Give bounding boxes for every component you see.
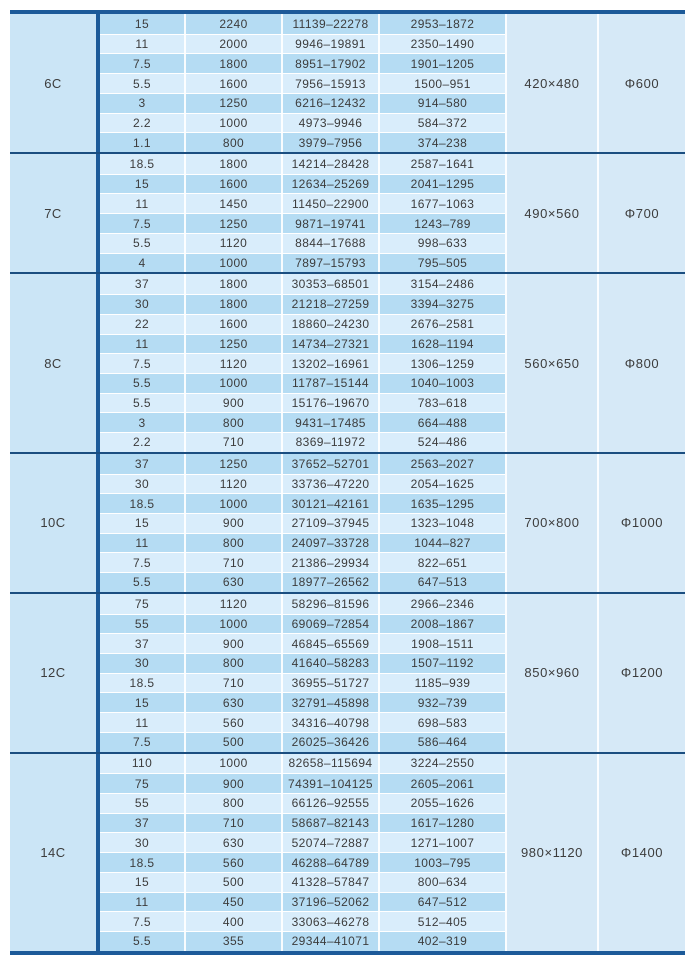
model-cell: 14C bbox=[10, 754, 100, 951]
table-row bbox=[100, 73, 505, 93]
flow-range-cell: 11787–15144 bbox=[281, 374, 378, 393]
power-cell: 5.5 bbox=[100, 932, 184, 951]
power-cell: 11 bbox=[100, 534, 184, 553]
table-row bbox=[100, 14, 505, 34]
table-row bbox=[100, 754, 505, 774]
flow-range-cell: 82658–115694 bbox=[281, 754, 378, 774]
speed-cell: 800 bbox=[184, 133, 281, 152]
speed-cell: 710 bbox=[184, 433, 281, 452]
flow-range-cell: 4973–9946 bbox=[281, 114, 378, 133]
pressure-range-cell: 374–238 bbox=[378, 133, 505, 152]
pressure-range-cell: 1901–1205 bbox=[378, 54, 505, 73]
flow-range-cell: 69069–72854 bbox=[281, 615, 378, 634]
flow-range-cell: 15176–19670 bbox=[281, 394, 378, 413]
power-cell: 5.5 bbox=[100, 74, 184, 93]
table-row bbox=[100, 712, 505, 732]
pressure-range-cell: 1306–1259 bbox=[378, 354, 505, 373]
power-cell: 18.5 bbox=[100, 674, 184, 693]
power-cell: 37 bbox=[100, 454, 184, 474]
flow-range-cell: 36955–51727 bbox=[281, 674, 378, 693]
table-row bbox=[100, 294, 505, 314]
model-group bbox=[10, 272, 685, 451]
power-cell: 11 bbox=[100, 335, 184, 354]
pressure-range-cell: 2953–1872 bbox=[378, 14, 505, 34]
flow-range-cell: 11450–22900 bbox=[281, 194, 378, 213]
model-group bbox=[10, 752, 685, 951]
speed-cell: 800 bbox=[184, 534, 281, 553]
diameter-cell: Φ800 bbox=[597, 274, 685, 451]
pressure-range-cell: 1040–1003 bbox=[378, 374, 505, 393]
table-row bbox=[100, 193, 505, 213]
pressure-range-cell: 1507–1192 bbox=[378, 654, 505, 673]
table-row bbox=[100, 412, 505, 432]
power-cell: 7.5 bbox=[100, 214, 184, 233]
power-cell: 37 bbox=[100, 634, 184, 653]
flow-range-cell: 37652–52701 bbox=[281, 454, 378, 474]
pressure-range-cell: 647–512 bbox=[378, 893, 505, 912]
power-cell: 1.1 bbox=[100, 133, 184, 152]
flow-range-cell: 33736–47220 bbox=[281, 475, 378, 494]
flow-range-cell: 52074–72887 bbox=[281, 833, 378, 852]
pressure-range-cell: 2054–1625 bbox=[378, 475, 505, 494]
pressure-range-cell: 2966–2346 bbox=[378, 594, 505, 614]
group-rows bbox=[100, 754, 505, 951]
flow-range-cell: 26025–36426 bbox=[281, 733, 378, 752]
speed-cell: 500 bbox=[184, 873, 281, 892]
speed-cell: 900 bbox=[184, 634, 281, 653]
diameter-cell: Φ1200 bbox=[597, 594, 685, 752]
pressure-range-cell: 584–372 bbox=[378, 114, 505, 133]
diameter-cell: Φ600 bbox=[597, 14, 685, 152]
power-cell: 37 bbox=[100, 814, 184, 833]
diameter-cell: Φ1000 bbox=[597, 454, 685, 592]
speed-cell: 1250 bbox=[184, 454, 281, 474]
speed-cell: 1600 bbox=[184, 315, 281, 334]
power-cell: 5.5 bbox=[100, 573, 184, 592]
pressure-range-cell: 664–488 bbox=[378, 413, 505, 432]
speed-cell: 1000 bbox=[184, 615, 281, 634]
flow-range-cell: 37196–52062 bbox=[281, 893, 378, 912]
table-row bbox=[100, 813, 505, 833]
dimensions-cell: 850×960 bbox=[505, 594, 597, 752]
diameter-cell: Φ700 bbox=[597, 154, 685, 272]
pressure-range-cell: 3394–3275 bbox=[378, 295, 505, 314]
flow-range-cell: 14214–28428 bbox=[281, 154, 378, 174]
speed-cell: 1000 bbox=[184, 754, 281, 774]
pressure-range-cell: 524–486 bbox=[378, 433, 505, 452]
flow-range-cell: 30121–42161 bbox=[281, 494, 378, 513]
flow-range-cell: 18860–24230 bbox=[281, 315, 378, 334]
power-cell: 11 bbox=[100, 35, 184, 54]
table-row bbox=[100, 393, 505, 413]
speed-cell: 450 bbox=[184, 893, 281, 912]
power-cell: 4 bbox=[100, 254, 184, 273]
group-rows bbox=[100, 594, 505, 752]
pressure-range-cell: 1044–827 bbox=[378, 534, 505, 553]
flow-range-cell: 7897–15793 bbox=[281, 254, 378, 273]
group-rows bbox=[100, 274, 505, 451]
flow-range-cell: 9871–19741 bbox=[281, 214, 378, 233]
table-row bbox=[100, 653, 505, 673]
pressure-range-cell: 822–651 bbox=[378, 553, 505, 572]
speed-cell: 1120 bbox=[184, 475, 281, 494]
power-cell: 15 bbox=[100, 14, 184, 34]
flow-range-cell: 24097–33728 bbox=[281, 534, 378, 553]
spec-table bbox=[10, 10, 685, 955]
table-row bbox=[100, 474, 505, 494]
table-row bbox=[100, 614, 505, 634]
flow-range-cell: 21386–29934 bbox=[281, 553, 378, 572]
power-cell: 2.2 bbox=[100, 433, 184, 452]
power-cell: 18.5 bbox=[100, 494, 184, 513]
power-cell: 37 bbox=[100, 274, 184, 294]
pressure-range-cell: 998–633 bbox=[378, 234, 505, 253]
speed-cell: 1250 bbox=[184, 335, 281, 354]
speed-cell: 1800 bbox=[184, 54, 281, 73]
flow-range-cell: 9946–19891 bbox=[281, 35, 378, 54]
flow-range-cell: 34316–40798 bbox=[281, 713, 378, 732]
flow-range-cell: 32791–45898 bbox=[281, 693, 378, 712]
table-row bbox=[100, 132, 505, 152]
speed-cell: 1000 bbox=[184, 374, 281, 393]
power-cell: 7.5 bbox=[100, 733, 184, 752]
power-cell: 11 bbox=[100, 893, 184, 912]
table-row bbox=[100, 353, 505, 373]
speed-cell: 800 bbox=[184, 654, 281, 673]
flow-range-cell: 58687–82143 bbox=[281, 814, 378, 833]
dimensions-cell: 560×650 bbox=[505, 274, 597, 451]
power-cell: 30 bbox=[100, 295, 184, 314]
flow-range-cell: 11139–22278 bbox=[281, 14, 378, 34]
pressure-range-cell: 3224–2550 bbox=[378, 754, 505, 774]
table-row bbox=[100, 34, 505, 54]
pressure-range-cell: 1635–1295 bbox=[378, 494, 505, 513]
pressure-range-cell: 1908–1511 bbox=[378, 634, 505, 653]
model-cell: 6C bbox=[10, 14, 100, 152]
flow-range-cell: 8951–17902 bbox=[281, 54, 378, 73]
flow-range-cell: 46288–64789 bbox=[281, 853, 378, 872]
power-cell: 30 bbox=[100, 475, 184, 494]
power-cell: 5.5 bbox=[100, 394, 184, 413]
speed-cell: 710 bbox=[184, 674, 281, 693]
table-row bbox=[100, 373, 505, 393]
table-row bbox=[100, 931, 505, 951]
table-row bbox=[100, 513, 505, 533]
pressure-range-cell: 1323–1048 bbox=[378, 514, 505, 533]
speed-cell: 1800 bbox=[184, 295, 281, 314]
speed-cell: 1600 bbox=[184, 175, 281, 194]
flow-range-cell: 46845–65569 bbox=[281, 634, 378, 653]
pressure-range-cell: 2676–2581 bbox=[378, 315, 505, 334]
power-cell: 7.5 bbox=[100, 54, 184, 73]
speed-cell: 1000 bbox=[184, 254, 281, 273]
flow-range-cell: 8369–11972 bbox=[281, 433, 378, 452]
table-row bbox=[100, 692, 505, 712]
power-cell: 5.5 bbox=[100, 234, 184, 253]
speed-cell: 400 bbox=[184, 912, 281, 931]
pressure-range-cell: 1271–1007 bbox=[378, 833, 505, 852]
flow-range-cell: 29344–41071 bbox=[281, 932, 378, 951]
flow-range-cell: 30353–68501 bbox=[281, 274, 378, 294]
flow-range-cell: 74391–104125 bbox=[281, 774, 378, 793]
power-cell: 18.5 bbox=[100, 853, 184, 872]
group-rows bbox=[100, 154, 505, 272]
dimensions-cell: 490×560 bbox=[505, 154, 597, 272]
pressure-range-cell: 795–505 bbox=[378, 254, 505, 273]
pressure-range-cell: 2008–1867 bbox=[378, 615, 505, 634]
flow-range-cell: 41328–57847 bbox=[281, 873, 378, 892]
model-group bbox=[10, 452, 685, 592]
model-group bbox=[10, 152, 685, 272]
pressure-range-cell: 2041–1295 bbox=[378, 175, 505, 194]
speed-cell: 900 bbox=[184, 514, 281, 533]
flow-range-cell: 8844–17688 bbox=[281, 234, 378, 253]
power-cell: 15 bbox=[100, 175, 184, 194]
flow-range-cell: 58296–81596 bbox=[281, 594, 378, 614]
pressure-range-cell: 2605–2061 bbox=[378, 774, 505, 793]
pressure-range-cell: 1628–1194 bbox=[378, 335, 505, 354]
speed-cell: 630 bbox=[184, 693, 281, 712]
flow-range-cell: 12634–25269 bbox=[281, 175, 378, 194]
flow-range-cell: 13202–16961 bbox=[281, 354, 378, 373]
speed-cell: 630 bbox=[184, 573, 281, 592]
speed-cell: 900 bbox=[184, 394, 281, 413]
table-row bbox=[100, 892, 505, 912]
speed-cell: 630 bbox=[184, 833, 281, 852]
table-row bbox=[100, 213, 505, 233]
pressure-range-cell: 1185–939 bbox=[378, 674, 505, 693]
speed-cell: 355 bbox=[184, 932, 281, 951]
power-cell: 75 bbox=[100, 774, 184, 793]
pressure-range-cell: 1677–1063 bbox=[378, 194, 505, 213]
table-row bbox=[100, 274, 505, 294]
table-row bbox=[100, 432, 505, 452]
model-cell: 10C bbox=[10, 454, 100, 592]
pressure-range-cell: 586–464 bbox=[378, 733, 505, 752]
model-cell: 8C bbox=[10, 274, 100, 451]
group-rows bbox=[100, 14, 505, 152]
flow-range-cell: 14734–27321 bbox=[281, 335, 378, 354]
power-cell: 110 bbox=[100, 754, 184, 774]
group-rows bbox=[100, 454, 505, 592]
dimensions-cell: 420×480 bbox=[505, 14, 597, 152]
speed-cell: 900 bbox=[184, 774, 281, 793]
pressure-range-cell: 2587–1641 bbox=[378, 154, 505, 174]
table-row bbox=[100, 732, 505, 752]
speed-cell: 1120 bbox=[184, 234, 281, 253]
pressure-range-cell: 932–739 bbox=[378, 693, 505, 712]
table-row bbox=[100, 572, 505, 592]
table-row bbox=[100, 911, 505, 931]
power-cell: 30 bbox=[100, 654, 184, 673]
power-cell: 15 bbox=[100, 873, 184, 892]
power-cell: 22 bbox=[100, 315, 184, 334]
table-row bbox=[100, 852, 505, 872]
table-row bbox=[100, 314, 505, 334]
power-cell: 55 bbox=[100, 615, 184, 634]
speed-cell: 1800 bbox=[184, 274, 281, 294]
model-group bbox=[10, 592, 685, 752]
power-cell: 5.5 bbox=[100, 374, 184, 393]
pressure-range-cell: 914–580 bbox=[378, 94, 505, 113]
table-row bbox=[100, 113, 505, 133]
power-cell: 75 bbox=[100, 594, 184, 614]
table-row bbox=[100, 93, 505, 113]
flow-range-cell: 18977–26562 bbox=[281, 573, 378, 592]
model-cell: 12C bbox=[10, 594, 100, 752]
power-cell: 7.5 bbox=[100, 553, 184, 572]
table-row bbox=[100, 633, 505, 653]
flow-range-cell: 6216–12432 bbox=[281, 94, 378, 113]
table-row bbox=[100, 533, 505, 553]
model-group bbox=[10, 14, 685, 152]
power-cell: 7.5 bbox=[100, 354, 184, 373]
flow-range-cell: 7956–15913 bbox=[281, 74, 378, 93]
power-cell: 3 bbox=[100, 413, 184, 432]
diameter-cell: Φ1400 bbox=[597, 754, 685, 951]
pressure-range-cell: 1003–795 bbox=[378, 853, 505, 872]
power-cell: 3 bbox=[100, 94, 184, 113]
power-cell: 15 bbox=[100, 514, 184, 533]
power-cell: 2.2 bbox=[100, 114, 184, 133]
flow-range-cell: 9431–17485 bbox=[281, 413, 378, 432]
power-cell: 55 bbox=[100, 794, 184, 813]
dimensions-cell: 980×1120 bbox=[505, 754, 597, 951]
flow-range-cell: 3979–7956 bbox=[281, 133, 378, 152]
pressure-range-cell: 647–513 bbox=[378, 573, 505, 592]
table-row bbox=[100, 454, 505, 474]
table-row bbox=[100, 793, 505, 813]
speed-cell: 1120 bbox=[184, 594, 281, 614]
flow-range-cell: 27109–37945 bbox=[281, 514, 378, 533]
table-row bbox=[100, 334, 505, 354]
speed-cell: 1000 bbox=[184, 114, 281, 133]
table-row bbox=[100, 253, 505, 273]
pressure-range-cell: 1617–1280 bbox=[378, 814, 505, 833]
speed-cell: 1250 bbox=[184, 214, 281, 233]
flow-range-cell: 41640–58283 bbox=[281, 654, 378, 673]
table-row bbox=[100, 594, 505, 614]
power-cell: 18.5 bbox=[100, 154, 184, 174]
pressure-range-cell: 2563–2027 bbox=[378, 454, 505, 474]
speed-cell: 1000 bbox=[184, 494, 281, 513]
pressure-range-cell: 698–583 bbox=[378, 713, 505, 732]
table-row bbox=[100, 53, 505, 73]
speed-cell: 710 bbox=[184, 553, 281, 572]
table-row bbox=[100, 174, 505, 194]
power-cell: 11 bbox=[100, 713, 184, 732]
pressure-range-cell: 2055–1626 bbox=[378, 794, 505, 813]
model-cell: 7C bbox=[10, 154, 100, 272]
pressure-range-cell: 783–618 bbox=[378, 394, 505, 413]
table-row bbox=[100, 493, 505, 513]
power-cell: 30 bbox=[100, 833, 184, 852]
pressure-range-cell: 512–405 bbox=[378, 912, 505, 931]
pressure-range-cell: 2350–1490 bbox=[378, 35, 505, 54]
power-cell: 15 bbox=[100, 693, 184, 712]
pressure-range-cell: 402–319 bbox=[378, 932, 505, 951]
table-row bbox=[100, 552, 505, 572]
flow-range-cell: 33063–46278 bbox=[281, 912, 378, 931]
table-row bbox=[100, 872, 505, 892]
speed-cell: 1800 bbox=[184, 154, 281, 174]
speed-cell: 500 bbox=[184, 733, 281, 752]
speed-cell: 1120 bbox=[184, 354, 281, 373]
table-row bbox=[100, 154, 505, 174]
pressure-range-cell: 1500–951 bbox=[378, 74, 505, 93]
power-cell: 7.5 bbox=[100, 912, 184, 931]
speed-cell: 800 bbox=[184, 413, 281, 432]
pressure-range-cell: 1243–789 bbox=[378, 214, 505, 233]
speed-cell: 2000 bbox=[184, 35, 281, 54]
pressure-range-cell: 3154–2486 bbox=[378, 274, 505, 294]
table-row bbox=[100, 773, 505, 793]
dimensions-cell: 700×800 bbox=[505, 454, 597, 592]
speed-cell: 1600 bbox=[184, 74, 281, 93]
speed-cell: 1250 bbox=[184, 94, 281, 113]
speed-cell: 2240 bbox=[184, 14, 281, 34]
speed-cell: 560 bbox=[184, 713, 281, 732]
speed-cell: 800 bbox=[184, 794, 281, 813]
flow-range-cell: 66126–92555 bbox=[281, 794, 378, 813]
speed-cell: 1450 bbox=[184, 194, 281, 213]
speed-cell: 710 bbox=[184, 814, 281, 833]
table-row bbox=[100, 832, 505, 852]
flow-range-cell: 21218–27259 bbox=[281, 295, 378, 314]
table-row bbox=[100, 233, 505, 253]
power-cell: 11 bbox=[100, 194, 184, 213]
table-row bbox=[100, 673, 505, 693]
pressure-range-cell: 800–634 bbox=[378, 873, 505, 892]
speed-cell: 560 bbox=[184, 853, 281, 872]
